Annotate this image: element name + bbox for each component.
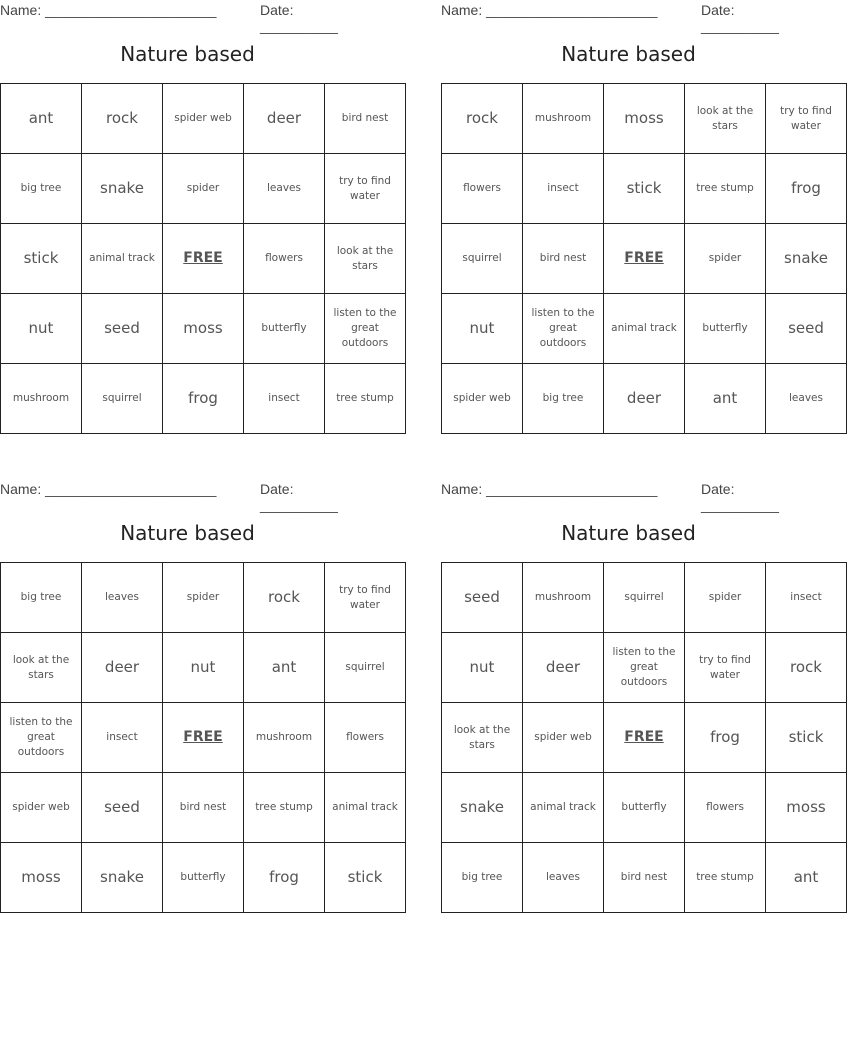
bingo-cell: nut [442, 294, 523, 364]
name-field-label: Name: ______________________ [0, 2, 217, 18]
bingo-cell: moss [604, 84, 685, 154]
bingo-cell: moss [163, 294, 244, 364]
bingo-cell: tree stump [244, 773, 325, 843]
bingo-row [1, 224, 406, 294]
bingo-card-4 [441, 479, 826, 886]
bingo-cell: tree stump [685, 843, 766, 913]
bingo-cell: look at the stars [1, 633, 82, 703]
bingo-cell: leaves [82, 563, 163, 633]
bingo-cell: seed [442, 563, 523, 633]
bingo-cell: flowers [442, 154, 523, 224]
bingo-cell: butterfly [685, 294, 766, 364]
free-space-cell: FREE [604, 224, 685, 294]
bingo-cell: mushroom [244, 703, 325, 773]
free-space-cell: FREE [604, 703, 685, 773]
bingo-row [442, 633, 847, 703]
bingo-cell: try to find water [766, 84, 847, 154]
bingo-cell: tree stump [325, 364, 406, 434]
bingo-cell: mushroom [1, 364, 82, 434]
bingo-cell: deer [604, 364, 685, 434]
bingo-row [442, 563, 847, 633]
bingo-cell: nut [1, 294, 82, 364]
bingo-cell: big tree [1, 563, 82, 633]
bingo-row [442, 84, 847, 154]
card-title: Nature based [561, 42, 696, 66]
bingo-cell: ant [1, 84, 82, 154]
bingo-cell: spider web [442, 364, 523, 434]
card-header [441, 0, 816, 34]
bingo-cell: big tree [523, 364, 604, 434]
bingo-row [442, 154, 847, 224]
bingo-cell: moss [766, 773, 847, 843]
bingo-cell: listen to the great outdoors [1, 703, 82, 773]
card-header [0, 0, 375, 34]
bingo-cell: squirrel [604, 563, 685, 633]
bingo-cell: spider web [523, 703, 604, 773]
bingo-row [1, 773, 406, 843]
bingo-cell: squirrel [325, 633, 406, 703]
bingo-cell: stick [325, 843, 406, 913]
bingo-grid [441, 83, 847, 434]
bingo-cell: bird nest [523, 224, 604, 294]
bingo-cell: nut [163, 633, 244, 703]
bingo-cell: stick [766, 703, 847, 773]
bingo-row [1, 843, 406, 913]
bingo-cell: flowers [325, 703, 406, 773]
date-field-label: Date: __________ [260, 481, 338, 513]
bingo-cell: listen to the great outdoors [325, 294, 406, 364]
bingo-cell: insect [766, 563, 847, 633]
bingo-cell: deer [523, 633, 604, 703]
bingo-cell: snake [442, 773, 523, 843]
bingo-card-2 [441, 0, 832, 407]
bingo-cell: spider [163, 563, 244, 633]
card-header [0, 479, 375, 513]
bingo-cell: seed [766, 294, 847, 364]
date-field-label: Date: __________ [701, 481, 779, 513]
bingo-grid [441, 562, 847, 913]
name-field-label: Name: ______________________ [441, 481, 658, 497]
bingo-cell: spider web [1, 773, 82, 843]
bingo-row [1, 154, 406, 224]
bingo-cell: butterfly [244, 294, 325, 364]
bingo-cell: look at the stars [685, 84, 766, 154]
bingo-cell: butterfly [163, 843, 244, 913]
bingo-cell: try to find water [325, 154, 406, 224]
bingo-cell: snake [766, 224, 847, 294]
bingo-cell: tree stump [685, 154, 766, 224]
bingo-row [442, 224, 847, 294]
bingo-cell: stick [604, 154, 685, 224]
bingo-cell: listen to the great outdoors [604, 633, 685, 703]
bingo-cell: deer [244, 84, 325, 154]
bingo-cell: spider web [163, 84, 244, 154]
bingo-cell: look at the stars [442, 703, 523, 773]
bingo-cell: big tree [1, 154, 82, 224]
bingo-row [442, 294, 847, 364]
bingo-row [442, 703, 847, 773]
bingo-cell: bird nest [604, 843, 685, 913]
bingo-cell: butterfly [604, 773, 685, 843]
bingo-row [1, 294, 406, 364]
bingo-cell: frog [163, 364, 244, 434]
bingo-cell: leaves [523, 843, 604, 913]
bingo-cell: rock [244, 563, 325, 633]
bingo-cell: frog [766, 154, 847, 224]
bingo-cell: flowers [685, 773, 766, 843]
bingo-cell: animal track [523, 773, 604, 843]
card-header [441, 479, 816, 513]
bingo-grid [0, 83, 406, 434]
bingo-cell: spider [685, 224, 766, 294]
card-title: Nature based [120, 42, 255, 66]
bingo-cell: insect [523, 154, 604, 224]
bingo-cell: leaves [766, 364, 847, 434]
bingo-row [442, 364, 847, 434]
bingo-cell: ant [244, 633, 325, 703]
name-field-label: Name: ______________________ [0, 481, 217, 497]
bingo-cell: mushroom [523, 563, 604, 633]
bingo-cell: insect [244, 364, 325, 434]
bingo-cell: animal track [82, 224, 163, 294]
bingo-cell: stick [1, 224, 82, 294]
name-field-label: Name: ______________________ [441, 2, 658, 18]
bingo-cell: moss [1, 843, 82, 913]
bingo-cell: rock [442, 84, 523, 154]
bingo-cell: seed [82, 773, 163, 843]
bingo-cell: animal track [604, 294, 685, 364]
bingo-cell: squirrel [82, 364, 163, 434]
bingo-cell: frog [244, 843, 325, 913]
bingo-cell: mushroom [523, 84, 604, 154]
card-title: Nature based [120, 521, 255, 545]
bingo-cell: listen to the great outdoors [523, 294, 604, 364]
bingo-cell: try to find water [325, 563, 406, 633]
bingo-cell: bird nest [163, 773, 244, 843]
bingo-cell: insect [82, 703, 163, 773]
bingo-cell: deer [82, 633, 163, 703]
bingo-cell: rock [82, 84, 163, 154]
bingo-cell: snake [82, 843, 163, 913]
bingo-cell: frog [685, 703, 766, 773]
card-title: Nature based [561, 521, 696, 545]
free-space-cell: FREE [163, 224, 244, 294]
bingo-cell: seed [82, 294, 163, 364]
bingo-cell: flowers [244, 224, 325, 294]
bingo-row [442, 843, 847, 913]
bingo-cell: snake [82, 154, 163, 224]
bingo-card-3 [0, 479, 398, 886]
bingo-cell: look at the stars [325, 224, 406, 294]
bingo-cell: try to find water [685, 633, 766, 703]
bingo-cell: animal track [325, 773, 406, 843]
free-space-cell: FREE [163, 703, 244, 773]
bingo-grid [0, 562, 406, 913]
bingo-cell: nut [442, 633, 523, 703]
date-field-label: Date: __________ [260, 2, 338, 34]
bingo-row [1, 703, 406, 773]
bingo-row [1, 364, 406, 434]
bingo-card-1 [0, 0, 397, 407]
bingo-cell: rock [766, 633, 847, 703]
bingo-row [442, 773, 847, 843]
bingo-cell: squirrel [442, 224, 523, 294]
bingo-row [1, 563, 406, 633]
bingo-cell: leaves [244, 154, 325, 224]
bingo-row [1, 633, 406, 703]
bingo-cell: bird nest [325, 84, 406, 154]
bingo-cell: ant [685, 364, 766, 434]
bingo-row [1, 84, 406, 154]
bingo-cell: spider [685, 563, 766, 633]
bingo-cell: spider [163, 154, 244, 224]
date-field-label: Date: __________ [701, 2, 779, 34]
bingo-cell: ant [766, 843, 847, 913]
bingo-cell: big tree [442, 843, 523, 913]
